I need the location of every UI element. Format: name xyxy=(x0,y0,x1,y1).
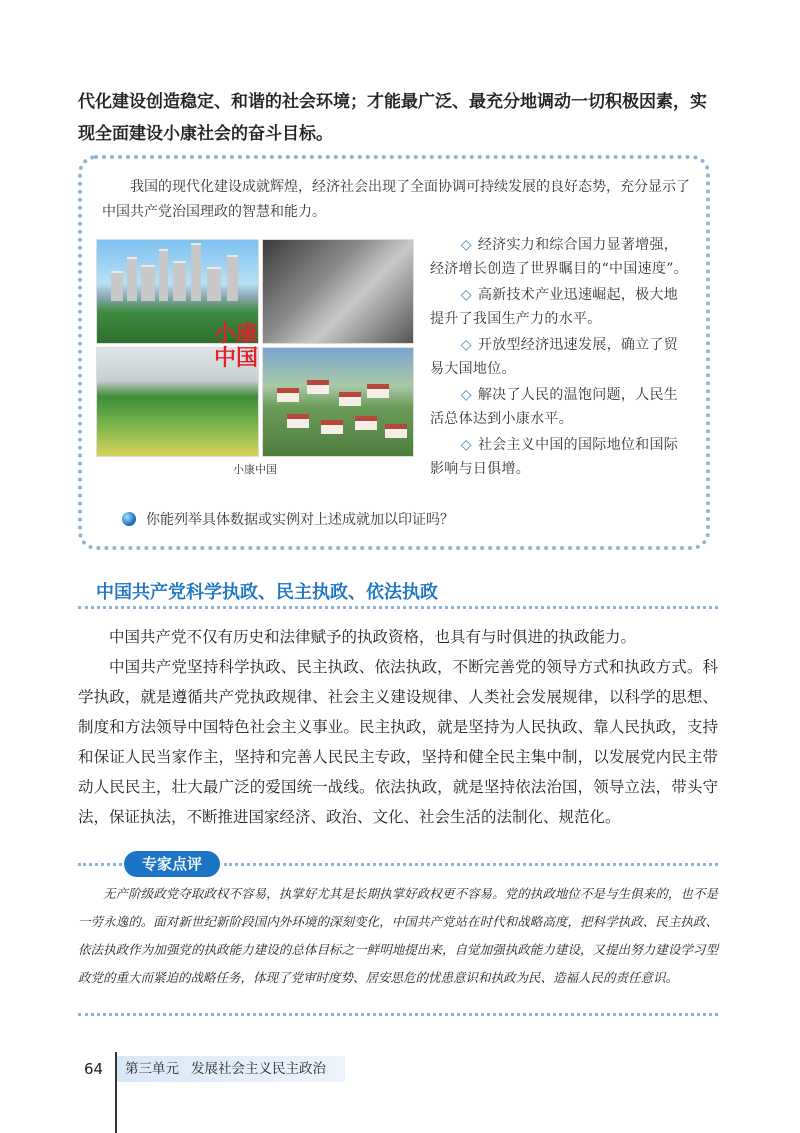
diamond-icon: ◇ xyxy=(460,337,472,353)
list-item: ◇ 高新技术产业迅速崛起，极大地提升了我国生产力的水平。 xyxy=(430,287,679,327)
photo-lab-equipment xyxy=(262,239,414,344)
achievement-list xyxy=(430,233,692,483)
discussion-question: 你能列举具体数据或实例对上述成就加以印证吗？ xyxy=(122,509,682,531)
diamond-icon: ◇ xyxy=(460,437,472,453)
body-paragraph: 中国共产党不仅有历史和法律赋予的执政资格，也具有与时俱进的执政能力。 xyxy=(109,628,637,646)
section-divider xyxy=(78,606,718,609)
expert-header xyxy=(78,850,718,878)
achievements-infobox xyxy=(78,155,710,550)
list-item: ◇ 开放型经济迅速发展，确立了贸易大国地位。 xyxy=(430,337,679,377)
diamond-icon: ◇ xyxy=(460,287,472,303)
stamp-line-1: 小康 xyxy=(214,322,259,347)
unit-number: 第三单元 xyxy=(125,1061,179,1077)
body-paragraph: 中国共产党坚持科学执政、民主执政、依法执政，不断完善党的领导方式和执政方式。科学执政，就是遵循共产党执政规律、社会主义建设规律、人类社会发展规律，以科学的思想、制度和方法领导中国特色社会主义事业。民主执政，就是坚持为人民执政、靠人民执政，支持和保证人民当家作主，坚持和完善人民民主专政，坚持和健全民主集中制，以发展党内民主带动人民民主，壮大最广泛的爱国统一战线。依法执政，就是坚持依法治国，领导立法，带头守法，保证执法，不断推进国家经济、政治、文化、社会生活的法制化、规范化。 xyxy=(78,658,718,826)
photo-collage xyxy=(96,239,414,457)
expert-divider-bottom xyxy=(78,1013,718,1016)
infobox-intro: 我国的现代化建设成就辉煌，经济社会出现了全面协调可持续发展的良好态势，充分显示了中国共产党治国理政的智慧和能力。 xyxy=(102,179,690,220)
section-title: 中国共产党科学执政、民主执政、依法执政 xyxy=(96,582,438,603)
page-number: 64 xyxy=(84,1060,104,1078)
list-item: ◇ 社会主义中国的国际地位和国际影响与日俱增。 xyxy=(430,437,679,477)
expert-label: 专家点评 xyxy=(124,851,220,877)
expert-divider-left xyxy=(78,863,122,866)
top-paragraph: 代化建设创造稳定、和谐的社会环境；才能最广泛、最充分地调动一切积极因素，实现全面建设小康社会的奋斗目标。 xyxy=(78,92,707,144)
stamp-line-2: 中国 xyxy=(214,346,259,371)
diamond-icon: ◇ xyxy=(460,387,472,403)
section-body xyxy=(78,622,718,832)
unit-banner xyxy=(117,1056,345,1082)
list-item: ◇ 解决了人民的温饱问题，人民生活总体达到小康水平。 xyxy=(430,387,679,427)
photo-stamp xyxy=(214,323,258,371)
globe-icon xyxy=(122,512,136,526)
list-item: ◇ 经济实力和综合国力显著增强，经济增长创造了世界瞩目的“中国速度”。 xyxy=(430,237,689,277)
photo-village-houses xyxy=(262,347,414,457)
diamond-icon: ◇ xyxy=(460,237,472,253)
photo-caption: 小康中国 xyxy=(233,463,277,476)
unit-title: 发展社会主义民主政治 xyxy=(191,1061,326,1077)
expert-comment: 无产阶级政党夺取政权不容易，执掌好尤其是长期执掌好政权更不容易。党的执政地位不是与生俱来的，也不是一劳永逸的。面对新世纪新阶段国内外环境的深刻变化，中国共产党站在时代和战略高度，把科学执政、民主执政、依法执政作为加强党的执政能力建设的总体目标之一鲜明地提出来，自觉加强执政能力建设，又提出努力建设学习型政党的重大而紧迫的战略任务，体现了党审时度势、居安思危的忧患意识和执政为民、造福人民的责任意识。 xyxy=(78,886,718,985)
unit-heading xyxy=(125,1059,326,1079)
expert-divider-right xyxy=(224,863,718,866)
